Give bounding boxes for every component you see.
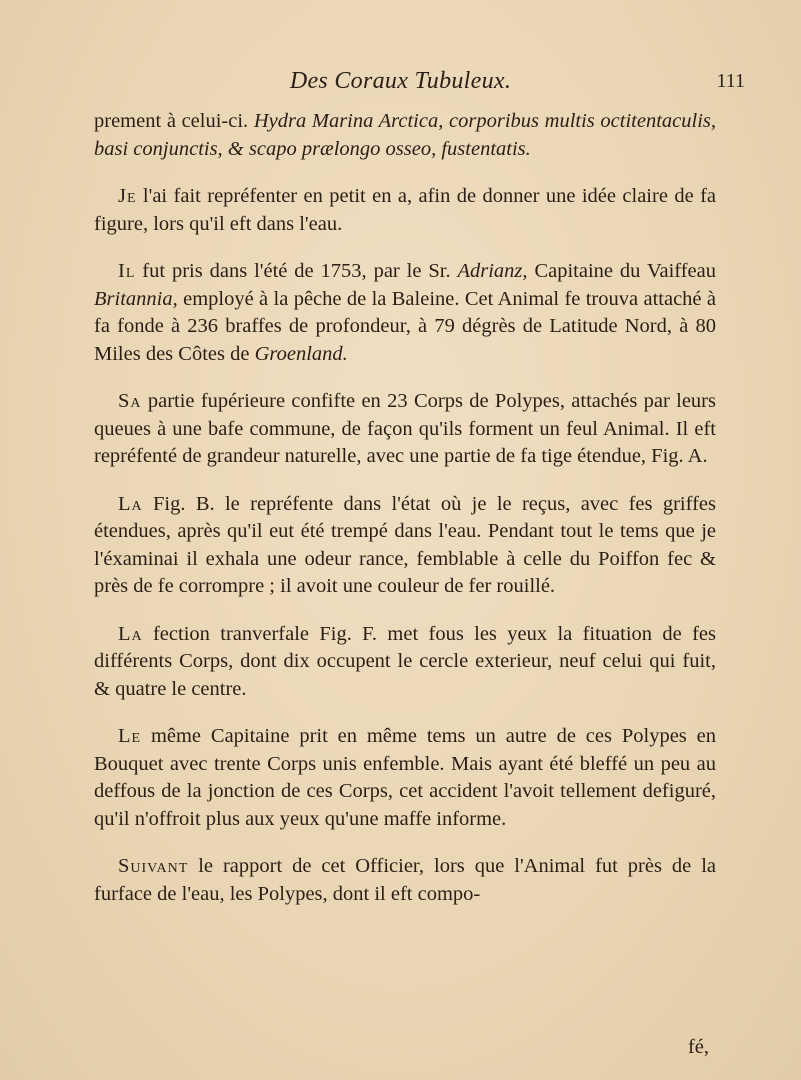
- paragraph-4-text: partie fupérieure confifte en 23 Corps de Polypes, attachés par leurs queues à une bafe commune, de façon qu'ils forment un feul Animal. Il eft repréfenté de grandeur naturelle, avec une partie de fa tige étendue, Fig. A.: [94, 390, 716, 467]
- paragraph-2-lead: Je: [118, 185, 137, 207]
- paragraph-6-text: fection tranverfale Fig. F. met fous les yeux la fituation de fes différents Corps, dont dix occupent le cercle exterieur, neuf celui qui fuit, & quatre le centre.: [94, 622, 716, 700]
- catchword: fé,: [687, 1036, 709, 1058]
- paragraph-1-latin-name: Hydra Marina Arctica, corporibus multis octitentaculis, basi conjunctis, & scapo prælongo osseo, fustentatis.: [94, 110, 716, 160]
- paragraph-3-ship-name: Britannia,: [94, 287, 178, 310]
- paragraph-8-lead: Suivant: [118, 855, 189, 877]
- paragraph-5-text: Fig. B. le repréfente dans l'état où je le reçus, avec fes griffes étendues, après qu'il eut été trempé dans l'eau. Pendant tout le tems que je l'éxaminai il exhala une odeur rance, femblable à celle du Poiffon fec & près de fe corrompre ; il avoit une couleur de fer rouillé.: [94, 492, 716, 597]
- paragraph-7-lead: Le: [118, 725, 142, 747]
- paragraph-6-lead: La: [118, 622, 143, 645]
- paragraph-3-place-name: Groenland.: [254, 342, 348, 365]
- paragraph-8: [94, 853, 716, 908]
- page-number: 111: [716, 70, 745, 92]
- paragraph-1: [94, 108, 716, 163]
- paragraph-6: [94, 621, 716, 704]
- paragraph-7-text: même Capitaine prit en même tems un autre de ces Polypes en Bouquet avec trente Corps unis enfemble. Mais ayant été bleffé un peu au deffous de la jonction de ces Corps, cet accident l'avoit tellement defiguré, qu'il n'offroit plus aux yeux qu'une maffe informe.: [94, 725, 716, 830]
- paragraph-2: [94, 183, 716, 238]
- paragraph-3-captain-name: Adrianz,: [457, 260, 528, 282]
- paragraph-4-lead: Sa: [118, 390, 142, 412]
- paragraph-4: [94, 388, 716, 471]
- paragraph-5: [94, 491, 716, 601]
- paragraph-3: [94, 258, 716, 368]
- paragraph-8-text: le rapport de cet Officier, lors que l'Animal fut près de la furface de l'eau, les Polypes, dont il eft compo-: [94, 855, 716, 905]
- paragraph-2-text: l'ai fait repréfenter en petit en a, afin de donner une idée claire de fa figure, lors qu'il eft dans l'eau.: [94, 185, 716, 235]
- body-text: [94, 108, 716, 928]
- paragraph-7: [94, 723, 716, 833]
- paragraph-3-text-a: fut pris dans l'été de 1753, par le Sr.: [135, 260, 458, 282]
- running-head: Des Coraux Tubuleux.: [289, 68, 512, 94]
- paragraph-3-lead: Il: [118, 260, 136, 282]
- paragraph-3-text-b: Capitaine du Vaiffeau: [527, 260, 717, 282]
- page-header: [0, 60, 801, 100]
- paragraph-3-text-c: employé à la pêche de la Baleine. Cet Animal fe trouva attaché à fa fonde à 236 braffes de profondeur, à 79 dégrès de Latitude Nord, à 80 Miles des Côtes de: [94, 287, 716, 365]
- paragraph-5-lead: La: [118, 492, 143, 515]
- paragraph-1-text: prement à celui-ci.: [94, 110, 254, 132]
